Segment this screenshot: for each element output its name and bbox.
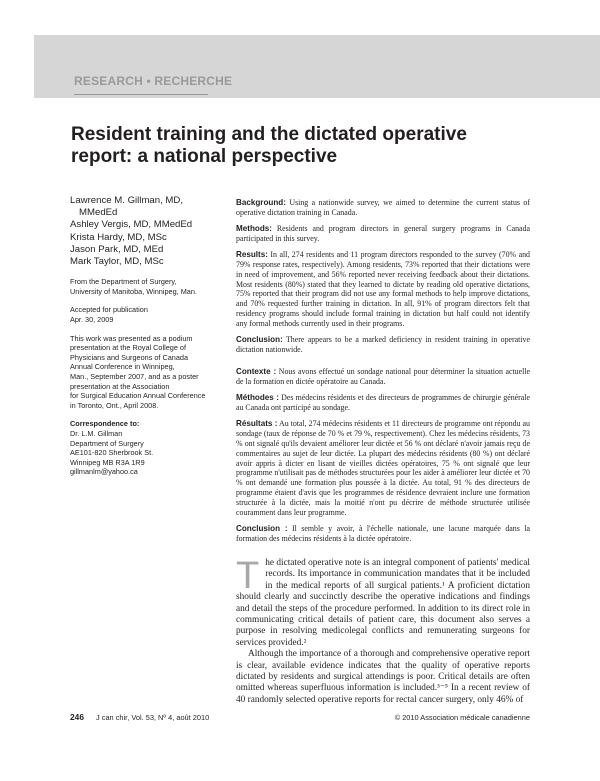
abstract-heading: Méthodes : <box>236 393 279 403</box>
abstract-text: There appears to be a marked deficiency in resident training in operative dictation nationwide. <box>236 335 530 354</box>
abstract-heading: Conclusion : <box>236 523 288 533</box>
section-label: RESEARCH • RECHERCHE <box>74 74 233 88</box>
abstract-text: Au total, 274 médecins résidents et 11 directeurs de programme ont répondu au sondage (taux de réponse de 70 % et 79 %, respectivement). Chez les médecins résidents, 73 % ont signalé qu'ils devaient améliorer leur dictée et 56 % ont déclaré n'avoir jamais reçu de commentaires au sujet de leur dictée. La plupart des médecins résidents (80 %) ont déclaré avoir appris à dicter en lisant de vieilles dictées opératoires, 75 % ont signalé que leur programme n'utilisait pas de méthodes structurées pour les aider à améliorer leur dictée et 70 % ont demandé une formation plus poussée à la dictée. Au total, 91 % des directeurs de programme étaient d'avis que les programmes de résidence devraient inclure une formation structurée à la dictée, mais la moitié n'ont pu décrire de méthode structurée utilisée couramment dans leur programme. <box>236 419 530 517</box>
abstract-text: Il semble y avoir, à l'échelle nationale, une lacune marquée dans la formation des médecins résidents à la dictée opératoire. <box>236 523 530 543</box>
resume-conclusion <box>236 524 530 544</box>
abstract-heading: Résultats : <box>236 419 278 429</box>
journal-citation: J can chir, Vol. 53, Nº 4, août 2010 <box>96 713 210 722</box>
copyright: © 2010 Association médicale canadienne <box>394 713 530 722</box>
author: Mark Taylor, MD, MSc <box>70 256 164 268</box>
author: Jason Park, MD, MEd <box>70 243 164 255</box>
resume-resultats <box>236 419 530 517</box>
accepted-line: Accepted for publication <box>70 305 148 315</box>
body-paragraph <box>236 555 530 649</box>
article-body <box>236 555 530 706</box>
abstract-text: Des médecins résidents et des directeurs de programmes de chirurgie générale au Canada ont participé au sondage. <box>236 393 530 413</box>
affiliation-line: University of Manitoba, Winnipeg, Man. <box>70 286 197 296</box>
correspondence-line: Department of Surgery <box>70 438 144 448</box>
presentation-line: Man., September 2007, and as a poster <box>70 371 199 381</box>
abstract-heading: Methods: <box>236 224 272 234</box>
abstract-heading: Contexte : <box>236 367 277 377</box>
article-title: Resident training and the dictated operative report: a national perspective <box>71 124 467 167</box>
correspondence-email[interactable]: gillmanlm@yahoo.ca <box>70 467 138 477</box>
page-number: 246 <box>70 712 84 722</box>
author-list <box>70 195 220 268</box>
accepted-date <box>70 305 220 324</box>
resume-methodes <box>236 393 530 413</box>
presentation-line: Physicians and Surgeons of Canada <box>70 352 189 362</box>
abstract <box>236 198 530 550</box>
correspondence <box>70 419 220 477</box>
author: Lawrence M. Gillman, MD, <box>70 195 184 206</box>
abstract-heading: Conclusion: <box>236 335 283 345</box>
body-paragraph-text: he dictated operative note is an integral component of patients' medical records. Its importance in communication mandates that it be included in the medical reports of all surgical patients.¹ A proficient dictation should clearly and succinctly describe the operative indications and findings and detail the steps of the procedure performed. In addition to its direct role in communicating critical details of patient care, this document also serves a purpose in resolving medicolegal conflicts and remunerating surgeons for services provided.² <box>236 558 530 648</box>
abstract-text: Using a nationwide survey, we aimed to determine the current status of operative dictation training in Canada. <box>236 198 530 217</box>
section-rule <box>74 94 208 95</box>
abstract-heading: Background: <box>236 198 286 207</box>
correspondence-line: Winnipeg MB R3A 1R9 <box>70 457 145 467</box>
presentation-line: presentation at the Association <box>70 381 170 391</box>
body-paragraph: Although the importance of a thorough and comprehensive operative report is clear, available evidence indicates that the quality of operative reports dictated by residents and surgical attendings is poor. Critical details are often omitted whereas superfluous information is included.³⁻⁵ In a recent review of 40 randomly selected operative reports for rectal cancer surgery, only 46% of <box>236 649 530 705</box>
presentation-line: in Toronto, Ont., April 2008. <box>70 400 159 410</box>
abstract-text: In all, 274 residents and 11 program directors responded to the survey (70% and 79% response rates, respectively). Among residents, 73% reported that their dictations were in need of improvement, and 56% reported never receiving feedback about their dictations. Most residents (80%) stated that they learned to dictate by reading old operative dictations, 75% reported that their program did not use any formal methods to help improve dictations, and 70% requested further training in dictation. In all, 91% of program directors felt that residency programs should include formal training in dictation but half could not identify any formal methods currently used in their programs. <box>236 250 530 328</box>
accepted-line: Apr. 30, 2009 <box>70 315 114 324</box>
correspondence-heading: Correspondence to: <box>70 419 140 429</box>
author: Ashley Vergis, MD, MMedEd <box>70 219 193 231</box>
abstract-methods <box>236 224 530 244</box>
header-band <box>34 35 600 98</box>
presentation-line: This work was presented as a podium <box>70 333 193 343</box>
abstract-heading: Results: <box>236 250 268 260</box>
resume-contexte <box>236 367 530 387</box>
abstract-text: Nous avons effectué un sondage national pour déterminer la situation actuelle de la formation en dictée opératoire au Canada. <box>236 367 530 386</box>
correspondence-line: AE101-820 Sherbrook St. <box>70 448 154 458</box>
affiliation-line: From the Department of Surgery, <box>70 277 177 287</box>
abstract-results <box>236 250 530 328</box>
abstract-text: Residents and program directors in general surgery programs in Canada participated in this survey. <box>236 224 530 243</box>
correspondence-line: Dr. L.M. Gillman <box>70 428 123 438</box>
affiliation <box>70 277 220 296</box>
article-sidebar <box>70 195 220 486</box>
author-degree: MMedEd <box>79 207 118 219</box>
presentation-line: for Surgical Education Annual Conference <box>70 391 206 401</box>
abstract-background <box>236 198 530 218</box>
presentation-line: Annual Conference in Winnipeg, <box>70 362 175 372</box>
abstract-conclusion <box>236 335 530 355</box>
author: Krista Hardy, MD, MSc <box>70 231 167 243</box>
presentation-note <box>70 334 220 411</box>
presentation-line: presentation at the Royal College of <box>70 343 187 353</box>
drop-cap: T <box>236 555 260 597</box>
